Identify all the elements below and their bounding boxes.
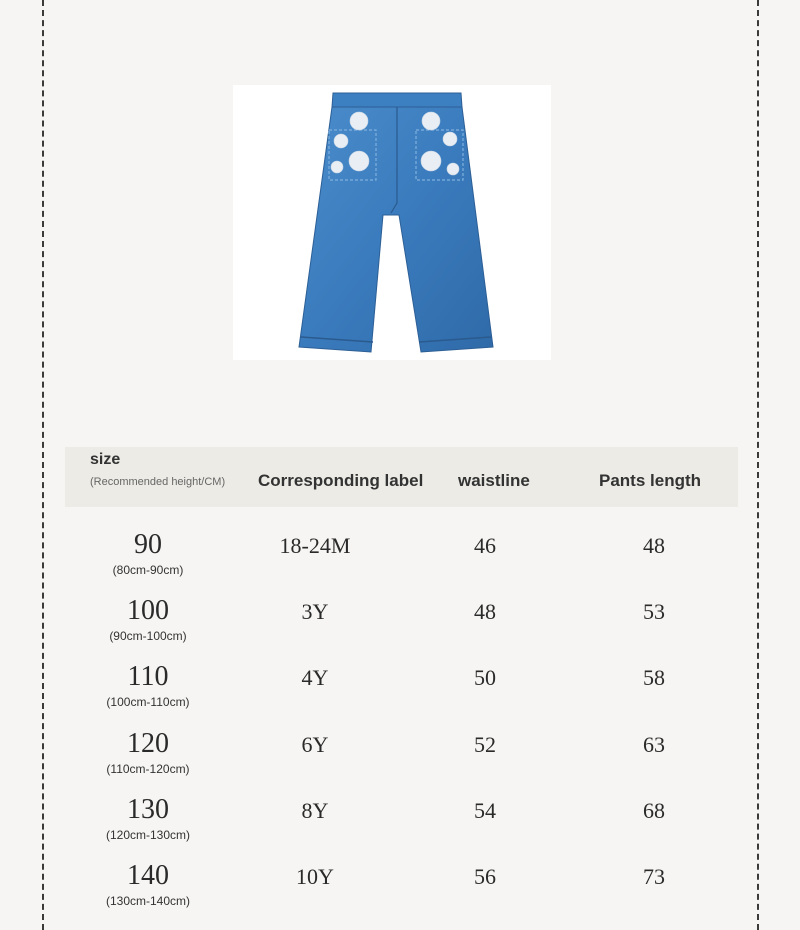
waistline-value: 48 [474, 599, 496, 624]
header-size: size [90, 451, 121, 468]
header-waistline: waistline [458, 471, 530, 490]
length-value: 68 [643, 798, 665, 823]
size-value: 130 [127, 794, 169, 825]
label-value: 4Y [301, 665, 329, 690]
height-range: (110cm-120cm) [106, 762, 190, 776]
table-row [65, 728, 738, 794]
product-image [233, 85, 551, 360]
waistline-value: 52 [474, 732, 496, 757]
right-dashed-border [757, 0, 759, 930]
length-value: 63 [643, 732, 665, 757]
header-pants-length: Pants length [599, 471, 702, 490]
length-value: 48 [643, 533, 665, 558]
height-range: (80cm-90cm) [112, 563, 184, 577]
length-value: 73 [643, 864, 665, 889]
label-value: 3Y [301, 599, 329, 624]
height-range: (90cm-100cm) [109, 629, 187, 643]
waistline-value: 50 [474, 665, 496, 690]
label-value: 18-24M [279, 533, 351, 558]
height-range: (130cm-140cm) [105, 894, 191, 908]
table-row [65, 661, 738, 727]
size-value: 140 [127, 860, 169, 891]
height-range: (120cm-130cm) [105, 828, 191, 842]
waistline-value: 54 [474, 798, 496, 823]
table-row [65, 794, 738, 860]
header-size-subtitle: (Recommended height/CM) [90, 476, 226, 488]
label-value: 10Y [296, 864, 334, 889]
denim-pants-icon [233, 85, 551, 360]
label-value: 8Y [301, 798, 329, 823]
height-range: (100cm-110cm) [106, 695, 190, 709]
size-value: 100 [127, 595, 169, 626]
label-value: 6Y [301, 732, 329, 757]
table-header [65, 447, 738, 507]
table-row [65, 595, 738, 661]
size-value: 90 [134, 529, 162, 560]
waistline-value: 56 [474, 864, 496, 889]
length-value: 58 [643, 665, 665, 690]
waistline-value: 46 [474, 533, 496, 558]
size-value: 110 [127, 661, 169, 692]
length-value: 53 [643, 599, 665, 624]
header-label: Corresponding label [258, 471, 424, 490]
size-value: 120 [127, 728, 169, 759]
left-dashed-border [42, 0, 44, 930]
table-row [65, 529, 738, 595]
table-row [65, 860, 738, 926]
size-chart-table [65, 447, 738, 908]
